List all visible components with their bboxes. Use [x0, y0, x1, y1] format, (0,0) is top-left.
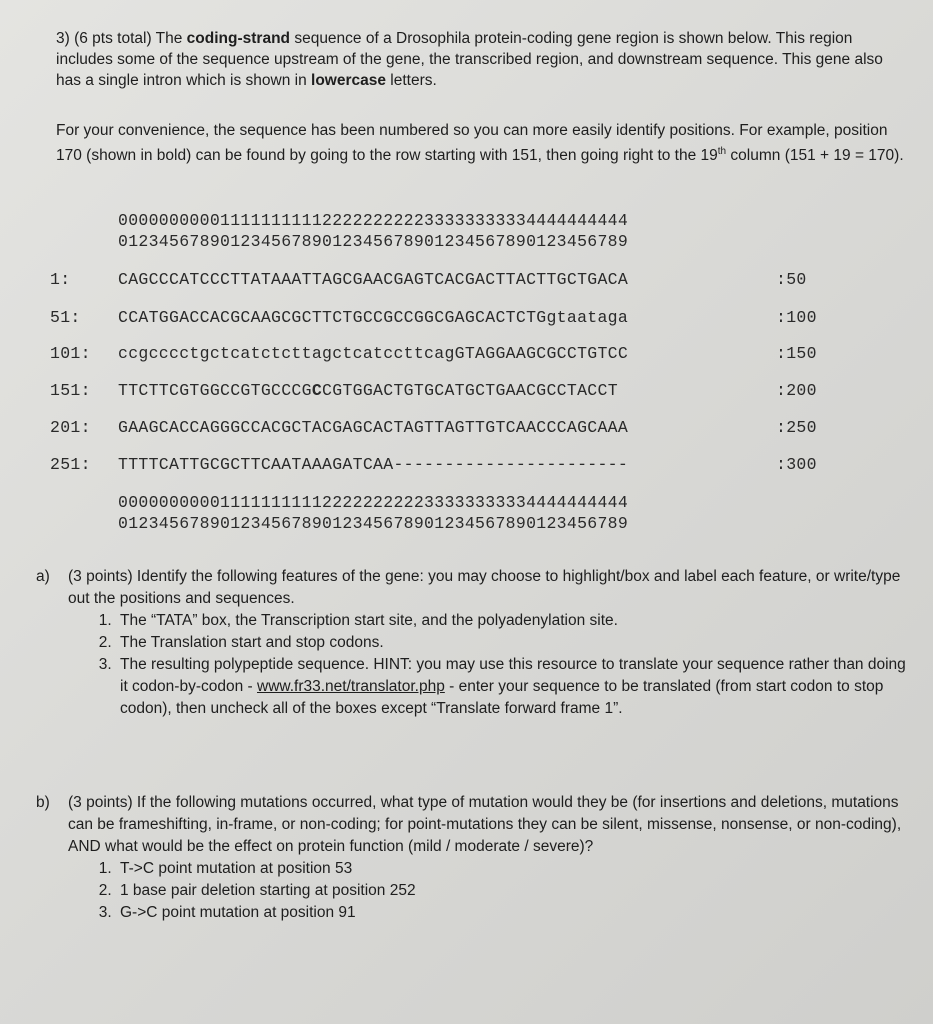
part-b-item: 1. T->C point mutation at position 53 — [116, 858, 906, 880]
ruler-tens: 00000000001111111111222222222233333333334444444444 — [118, 493, 629, 512]
ruler-ones: 01234567890123456789012345678901234567890123456789 — [118, 232, 629, 251]
convenience-text: For your convenience, the sequence has been numbered so you can more easily identify positions. For example, position 170 (shown in bold) can be found by going to the row starting with 151, then going right to the 19 — [56, 122, 888, 165]
part-b-text: (3 points) If the following mutations occurred, what type of mutation would they be (for insertions and deletions, mutations can be frameshifting, in-frame, or non-coding; for point-mutations they can be silent, missense, nonsense, or non-coding), AND what would be the effect on protein function (mild / moderate / severe)? — [68, 794, 902, 855]
row-start: 1: — [50, 270, 71, 289]
sequence-row — [50, 418, 817, 437]
part-b-item: 3. G->C point mutation at position 91 — [116, 902, 906, 924]
row-sequence: ccgcccctgctcatctcttagctcatccttcagGTAGGAAGCGCCTGTCC — [118, 344, 629, 363]
sequence-row — [50, 308, 817, 327]
row-sequence: TTTTCATTGCGCTTCAATAAAGATCAA----------------------- — [118, 455, 629, 474]
intro-bold-lowercase: lowercase — [311, 72, 386, 89]
part-b-item: 2. 1 base pair deletion starting at position 252 — [116, 880, 906, 902]
part-b — [36, 792, 906, 924]
intro-bold-coding-strand: coding-strand — [186, 30, 291, 47]
part-a-item: 2. The Translation start and stop codons. — [116, 632, 906, 654]
row-end: :100 — [776, 308, 817, 327]
intro-text-mid: sequence of a Drosophila protein-coding gene region is shown below. This region includes some of the sequence upstream of the gene, the transcribed region, and downstream sequence. This gene also has a single intron which is shown in — [56, 30, 883, 89]
intro-text-end: letters. — [386, 72, 437, 89]
part-b-letter: b) — [36, 794, 50, 811]
part-a-item: 1. The “TATA” box, the Transcription start site, and the polyadenylation site. — [116, 610, 906, 632]
ruler-bottom — [118, 492, 628, 534]
row-end: :250 — [776, 418, 817, 437]
question-intro — [56, 28, 906, 91]
sequence-row — [50, 270, 807, 289]
item3-text: The resulting polypeptide sequence. HINT: you may use this resource to translate your sequence rather than doing it codon-by-codon - — [120, 656, 906, 695]
row-end: :300 — [776, 455, 817, 474]
part-a-text: (3 points) Identify the following features of the gene: you may choose to highlight/box and label each feature, or write/type out the positions and sequences. — [68, 568, 901, 607]
row-sequence: TTCTTCGTGGCCGTGCCCG — [118, 381, 312, 400]
item3-text-end: - enter your sequence to be translated (from start codon to stop codon), then uncheck all of the boxes except “Translate forward frame 1”. — [120, 678, 884, 717]
part-a — [36, 566, 906, 720]
ruler-top — [118, 210, 628, 252]
sequence-row — [50, 455, 817, 474]
row-start: 201: — [50, 418, 91, 437]
row-start: 101: — [50, 344, 91, 363]
ruler-ones: 01234567890123456789012345678901234567890123456789 — [118, 514, 629, 533]
row-sequence: CCATGGACCACGCAAGCGCTTCTGCCGCCGGCGAGCACTCTGgtaataga — [118, 308, 629, 327]
translator-link[interactable]: www.fr33.net/translator.php — [257, 678, 445, 695]
row-sequence: CAGCCCATCCCTTATAAATTAGCGAACGAGTCACGACTTACTTGCTGACA — [118, 270, 629, 289]
intro-text: 3) (6 pts total) The — [56, 30, 187, 47]
ruler-tens: 00000000001111111111222222222233333333334444444444 — [118, 211, 629, 230]
part-a-item — [116, 654, 906, 720]
row-end: :150 — [776, 344, 817, 363]
convenience-note — [56, 120, 906, 166]
row-end: :50 — [776, 270, 807, 289]
convenience-text-end: column (151 + 19 = 170). — [726, 147, 904, 165]
row-sequence-rest: CGTGGACTGTGCATGCTGAACGCCTACCT — [322, 381, 618, 400]
row-start: 51: — [50, 308, 81, 327]
sequence-row — [50, 381, 817, 400]
sequence-row — [50, 344, 817, 363]
row-end: :200 — [776, 381, 817, 400]
row-start: 251: — [50, 455, 91, 474]
bold-position-170: C — [311, 381, 323, 400]
row-start: 151: — [50, 381, 91, 400]
convenience-sup: th — [717, 146, 727, 157]
part-a-letter: a) — [36, 568, 50, 585]
row-sequence: GAAGCACCAGGGCCACGCTACGAGCACTAGTTAGTTGTCAACCCAGCAAA — [118, 418, 629, 437]
